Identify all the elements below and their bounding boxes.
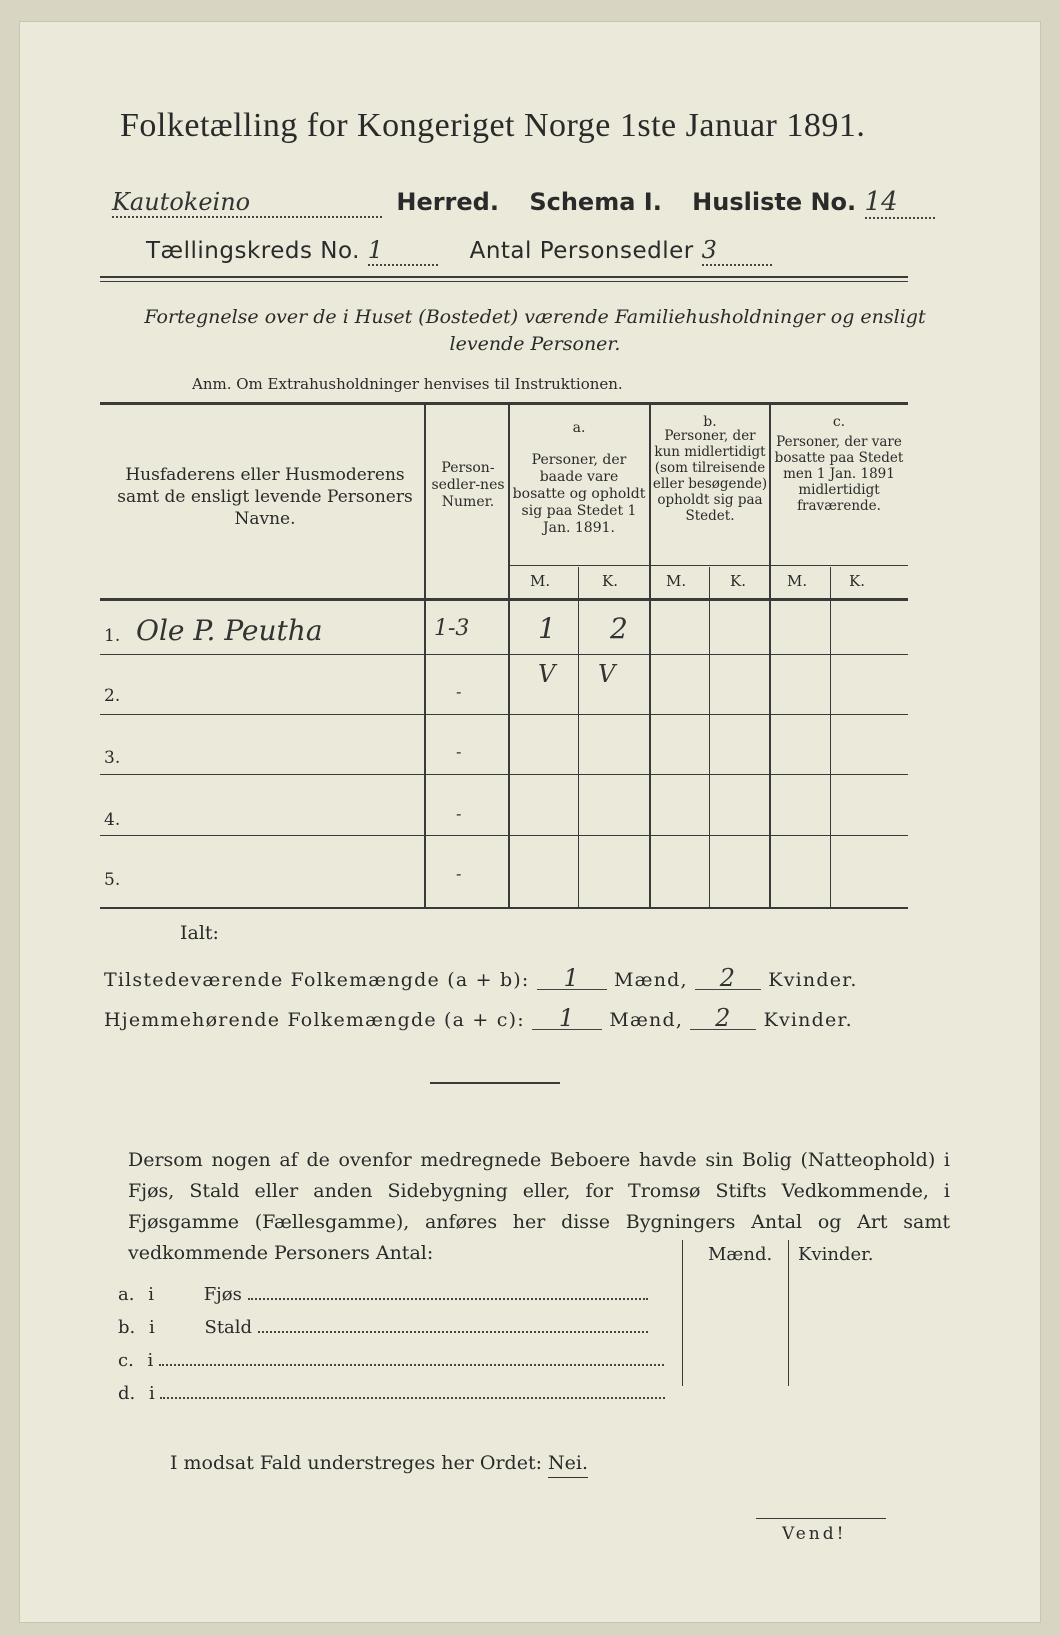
husliste-label: Husliste No. [692, 188, 857, 216]
building-row-fjos [118, 1284, 678, 1305]
herred-value: Kautokeino [112, 188, 382, 218]
col-maend-label: Mænd. [708, 1244, 773, 1265]
row-number: 2. [104, 686, 121, 706]
label-a-m: M. [530, 572, 551, 590]
building-label: Stald [204, 1317, 253, 1338]
label-b-m: M. [666, 572, 687, 590]
hjemme-label: Hjemmehørende Folkemængde (a + c): [104, 1009, 525, 1031]
row-letter: c. [118, 1350, 134, 1371]
row-prep: i [147, 1350, 154, 1371]
row-prep: i [148, 1383, 155, 1404]
husliste-value: 14 [865, 187, 935, 219]
taellingskreds-label: Tællingskreds No. [146, 238, 360, 264]
row-rule [100, 714, 908, 715]
header-names: Husfaderens eller Husmoderens samt de ensligt levende Personers Navne. [117, 465, 413, 529]
maend-label: Mænd, [614, 969, 688, 991]
personsedler-numer: - [456, 682, 462, 701]
vend-text: Vend! [782, 1524, 847, 1544]
personsedler-numer: - [456, 864, 462, 883]
form-title: Folketælling for Kongeriget Norge 1ste Januar 1891. [120, 107, 866, 144]
header-a: Personer, der baade vare bosatte og opholdt sig paa Stedet 1 Jan. 1891. [512, 452, 646, 536]
personsedler-numer: - [456, 804, 462, 823]
schema-label: Schema I. [529, 188, 662, 216]
row-letter: a. [118, 1284, 135, 1305]
col-divider [769, 404, 771, 908]
vend-rule [756, 1518, 886, 1519]
maend-label: Mænd, [609, 1009, 684, 1031]
hjemme-line [104, 1004, 924, 1032]
building-row-stald [118, 1317, 678, 1338]
label-b-k: K. [730, 572, 746, 590]
header-a-letter: a. [572, 420, 586, 436]
mk-divider [578, 567, 579, 907]
a-k-value: 2 [610, 612, 628, 645]
row-number: 3. [104, 748, 121, 768]
tilstede-line [104, 964, 924, 992]
herred-line [112, 187, 962, 219]
census-form-page [20, 22, 1040, 1622]
buildings-col-divider [788, 1240, 789, 1386]
tilstede-label: Tilstedeværende Folkemængde (a + b): [104, 969, 530, 991]
row-prep: i [148, 1317, 155, 1338]
table-top-rule [100, 402, 908, 405]
hjemme-maend-value: 1 [532, 1007, 602, 1030]
header-c: Personer, der vare bosatte paa Stedet men 1 Jan. 1891 midlertidigt fraværende. [774, 434, 904, 514]
label-a-k: K. [602, 572, 618, 590]
household-name: Ole P. Peutha [136, 614, 323, 647]
table-header-rule [100, 598, 908, 601]
dotted-fill [248, 1298, 648, 1300]
row-letter: d. [118, 1383, 136, 1404]
buildings-col-divider [682, 1240, 683, 1386]
mk-label-rule [509, 565, 908, 566]
section-divider [430, 1082, 560, 1084]
label-c-k: K. [849, 572, 865, 590]
table-bottom-rule [100, 907, 908, 909]
taellingskreds-value: 1 [368, 236, 438, 266]
col-divider [508, 404, 510, 908]
kreds-line [146, 236, 966, 266]
header-b: Personer, der kun midlertidigt (som tilreisende eller besøgende) opholdt sig paa Stedet. [652, 428, 768, 524]
ialt-label: Ialt: [180, 922, 219, 944]
mk-divider [709, 567, 710, 907]
row-number: 1. [104, 626, 121, 646]
label-c-m: M. [787, 572, 808, 590]
col-divider [424, 404, 426, 908]
dotted-fill [159, 1364, 664, 1366]
dotted-fill [160, 1397, 665, 1399]
modsat-text: I modsat Fald understreges her Ordet: [170, 1452, 542, 1474]
header-rule-thin [100, 281, 908, 282]
personsedler-numer: 1-3 [434, 616, 470, 641]
row-rule [100, 774, 908, 775]
col-kvinder-label: Kvinder. [798, 1244, 874, 1265]
mk-divider [830, 567, 831, 907]
kvinder-label: Kvinder. [768, 969, 858, 991]
herred-label: Herred. [396, 188, 499, 216]
anm-note: Anm. Om Extrahusholdninger henvises til Instruktionen. [192, 375, 623, 393]
intro-text: Fortegnelse over de i Huset (Bostedet) værende Familiehusholdninger og ensligt levende Personer. [144, 306, 926, 355]
tilstede-kvinder-value: 2 [695, 967, 761, 990]
hjemme-kvinder-value: 2 [690, 1007, 756, 1030]
row-rule [100, 654, 908, 655]
row-prep: i [148, 1284, 154, 1305]
dotted-fill [258, 1331, 648, 1333]
antal-value: 3 [702, 236, 772, 266]
buildings-paragraph: Dersom nogen af de ovenfor medregnede Beboere havde sin Bolig (Natteophold) i Fjøs, Stald eller anden Sidebygning eller, for Tromsø Stifts Vedkommende, i Fjøsgamme (Fællesgamme), anføres her disse Bygningers Antal og Art samt vedkommende Personers Antal: [128, 1149, 950, 1264]
nei-word: Nei. [548, 1452, 588, 1478]
header-b-letter: b. [703, 414, 717, 430]
modsat-line [170, 1452, 588, 1474]
a-m-check: V [538, 660, 556, 688]
personsedler-numer: - [456, 742, 462, 761]
tilstede-maend-value: 1 [537, 967, 607, 990]
kvinder-label: Kvinder. [763, 1009, 853, 1031]
row-rule [100, 835, 908, 836]
building-row-d [118, 1383, 678, 1404]
row-number: 4. [104, 810, 121, 830]
building-row-c [118, 1350, 678, 1371]
row-letter: b. [118, 1317, 136, 1338]
row-number: 5. [104, 870, 121, 890]
header-rule [100, 276, 908, 278]
antal-label: Antal Personsedler [469, 238, 694, 264]
building-label: Fjøs [203, 1284, 242, 1305]
a-k-check: V [598, 660, 616, 688]
header-numer: Person-sedler-nes Numer. [431, 460, 505, 510]
a-m-value: 1 [538, 612, 556, 645]
header-c-letter: c. [832, 414, 846, 430]
